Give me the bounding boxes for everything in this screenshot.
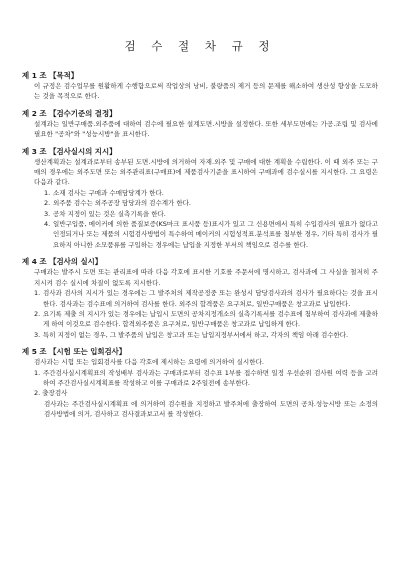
- item-text: 공차 지정이 있는 것은 실측기록을 한다.: [53, 209, 166, 218]
- article-5: [22, 346, 378, 419]
- article-heading: 제 2 조 【검수기준의 결정】: [22, 108, 117, 118]
- article-body: 이 규정은 검수업무를 원활하게 수행함으로써 작업상의 낭비, 불량품의 제거 등의 문제를 해소하여 생산성 향상을 도모하는 것을 목적으로 한다.: [34, 82, 378, 101]
- page-title: 검 수 절 차 규 정: [124, 39, 276, 53]
- subsection-body: 검사과는 주간검사실시계획표 에 의거하여 검수원을 지정하고 발주처에 출장하여 도면의 공차.성능시방 또는 소정의 검사방법에 의거, 검사하고 검사결과보고서 를 작성한다.: [44, 399, 378, 419]
- item-number: 1.: [34, 289, 41, 298]
- item-number: 1.: [34, 368, 41, 377]
- item-text: 일반구입품, 메이커에 의한 품질보증(KS마크 표시품 등)표시가 있고 그 신용면에서 특히 수입검사의 필요가 없다고 인정되거나 또는 제품의 시험검사방법이 특수하여 메이커의 시험성적표.분석표를 첨부한 경우, 기타 특히 검사가 필요하지 아니한 소모품류를 구입하는 경우에는 납입을 지정한 부서의 책임으로 검수를 한다.: [53, 220, 378, 249]
- list-item: [22, 219, 378, 250]
- article-body: 생산계획과는 설계과로부터 송부된 도면.시방에 의거하여 자재.외주 및 구매에 대한 계획을 수립한다. 이 때 외주 또는 구매의 경우에는 외주도면 또는 외주관리표(구매표)에 제품검사기준을 표시하여 구매과에 검수실시를 지시한다. 그 요령은 다음과 같다.: [34, 157, 378, 187]
- item-text: 요기록 제출 의 지시가 있는 경우에는 납입시 도면의 공차지정개소의 실측기록서를 검수표에 첨부하여 검사과에 제출하게 하여 이것으로 검수한다. 합격외주품은 요구처로, 일반구매품은 창고과로 납입하게 한다.: [43, 309, 378, 329]
- item-text: 소재 검사는 구매과 수매담당계가 한다.: [53, 188, 164, 197]
- item-number: 2.: [34, 309, 41, 318]
- list-item: [22, 198, 378, 208]
- item-number: 4.: [44, 220, 51, 229]
- list-item: [22, 188, 378, 198]
- article-body: 설계과는 일반구매품.외주품에 대하여 검수에 필요한 설계도면.시방을 설정한다. 또한 세부도면에는 가공.조립 및 검사에 필요한 "공차"와 "성능시방"을 표시한다.: [34, 119, 378, 139]
- item-number: 3.: [34, 330, 41, 339]
- article-2: [22, 108, 378, 140]
- item-text: 주간검사실시계획표의 작성배부 검사과는 구매과로부터 검수표 1부를 접수하면 일정 우선순위 검사원 여력 등을 고려하여 주간검사실시계획표를 작성하고 이를 구매과로 2주일전에 송부한다.: [43, 368, 378, 387]
- article-item-list: [22, 188, 378, 250]
- list-item: [22, 368, 378, 389]
- article-item-list: [22, 368, 378, 389]
- article-heading: 제 3 조 【검사실시의 지시】: [22, 146, 117, 156]
- article-3: [22, 146, 378, 251]
- subsection-heading: 2. 출장검사: [34, 389, 68, 398]
- item-text: 검사과 검사의 지시가 있는 경우에는 그 발주처의 제작공정중 또는 완성시 담당검사과의 검사가 필요하다는 것을 표시한다. 검사과는 검수표에 의거하여 검사를 한다. 외주의 합격품은 요구처로, 일반구매품은 창고과로 납입한다.: [43, 289, 378, 308]
- list-item: [22, 330, 378, 340]
- list-item: [22, 288, 378, 309]
- list-item: [22, 209, 378, 219]
- article-heading: 제 5 조 【시험 또는 입회검사】: [22, 347, 127, 357]
- article-body: 검사과는 시험 또는 입회검사를 다음 각호에 제시하는 요령에 의거하여 실시한다.: [34, 358, 265, 367]
- list-item: [22, 309, 378, 330]
- article-item-list: [22, 288, 378, 340]
- item-text: 특히 지정이 없는 경우, 그 발주품의 납입은 창고과 또는 납입지정부서에서 하고, 각자의 책임 아래 검수한다.: [43, 330, 349, 339]
- article-1: [22, 70, 378, 102]
- item-number: 1.: [44, 188, 51, 197]
- item-number: 2.: [44, 199, 51, 208]
- item-text: 외주품 검수는 외주공장 담당과의 검수계가 한다.: [53, 199, 191, 208]
- item-number: 3.: [44, 209, 51, 218]
- article-4: [22, 256, 378, 340]
- article-heading: 제 1 조 【목적】: [22, 71, 79, 80]
- article-body: 구매과는 발주시 도면 또는 관리표에 따라 다음 각호에 표시한 기호를 주문서에 명시하고, 검사과에 그 사실을 철저히 주지시켜 검수 실시에 차질이 없도록 지시한다.: [34, 268, 378, 287]
- article-heading: 제 4 조 【검사의 실시】: [22, 257, 103, 267]
